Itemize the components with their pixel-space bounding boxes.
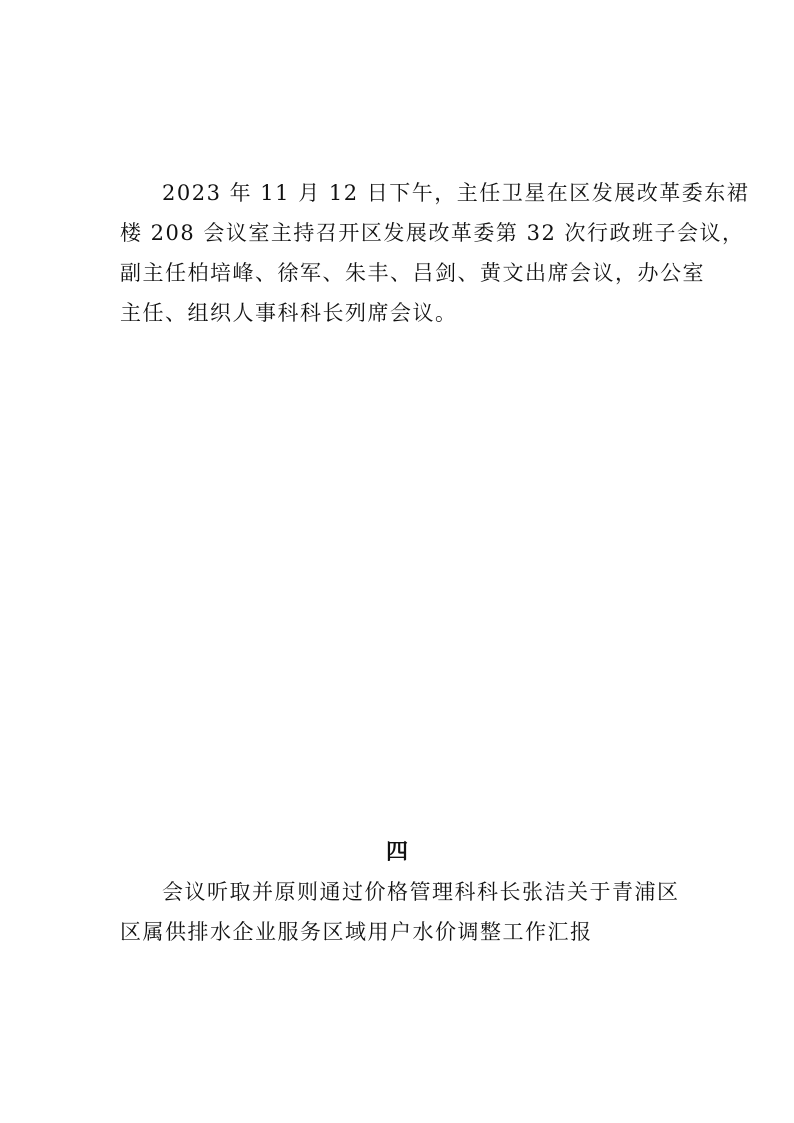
section-four-paragraph <box>120 872 680 952</box>
section-line: 会议听取并原则通过价格管理科科长张洁关于青浦区 <box>162 880 680 904</box>
intro-line: 楼 208 会议室主持召开区发展改革委第 32 次行政班子会议， <box>120 221 745 245</box>
section-line: 区属供排水企业服务区域用户水价调整工作汇报 <box>120 920 593 944</box>
meeting-intro-paragraph <box>120 173 750 333</box>
intro-line: 副主任柏培峰、徐军、朱丰、吕剑、黄文出席会议，办公室 <box>120 261 705 285</box>
section-heading: 四 <box>385 840 408 865</box>
intro-line: 2023 年 11 月 12 日下午，主任卫星在区发展改革委东裙 <box>162 181 750 205</box>
intro-line: 主任、组织人事科科长列席会议。 <box>120 301 458 325</box>
